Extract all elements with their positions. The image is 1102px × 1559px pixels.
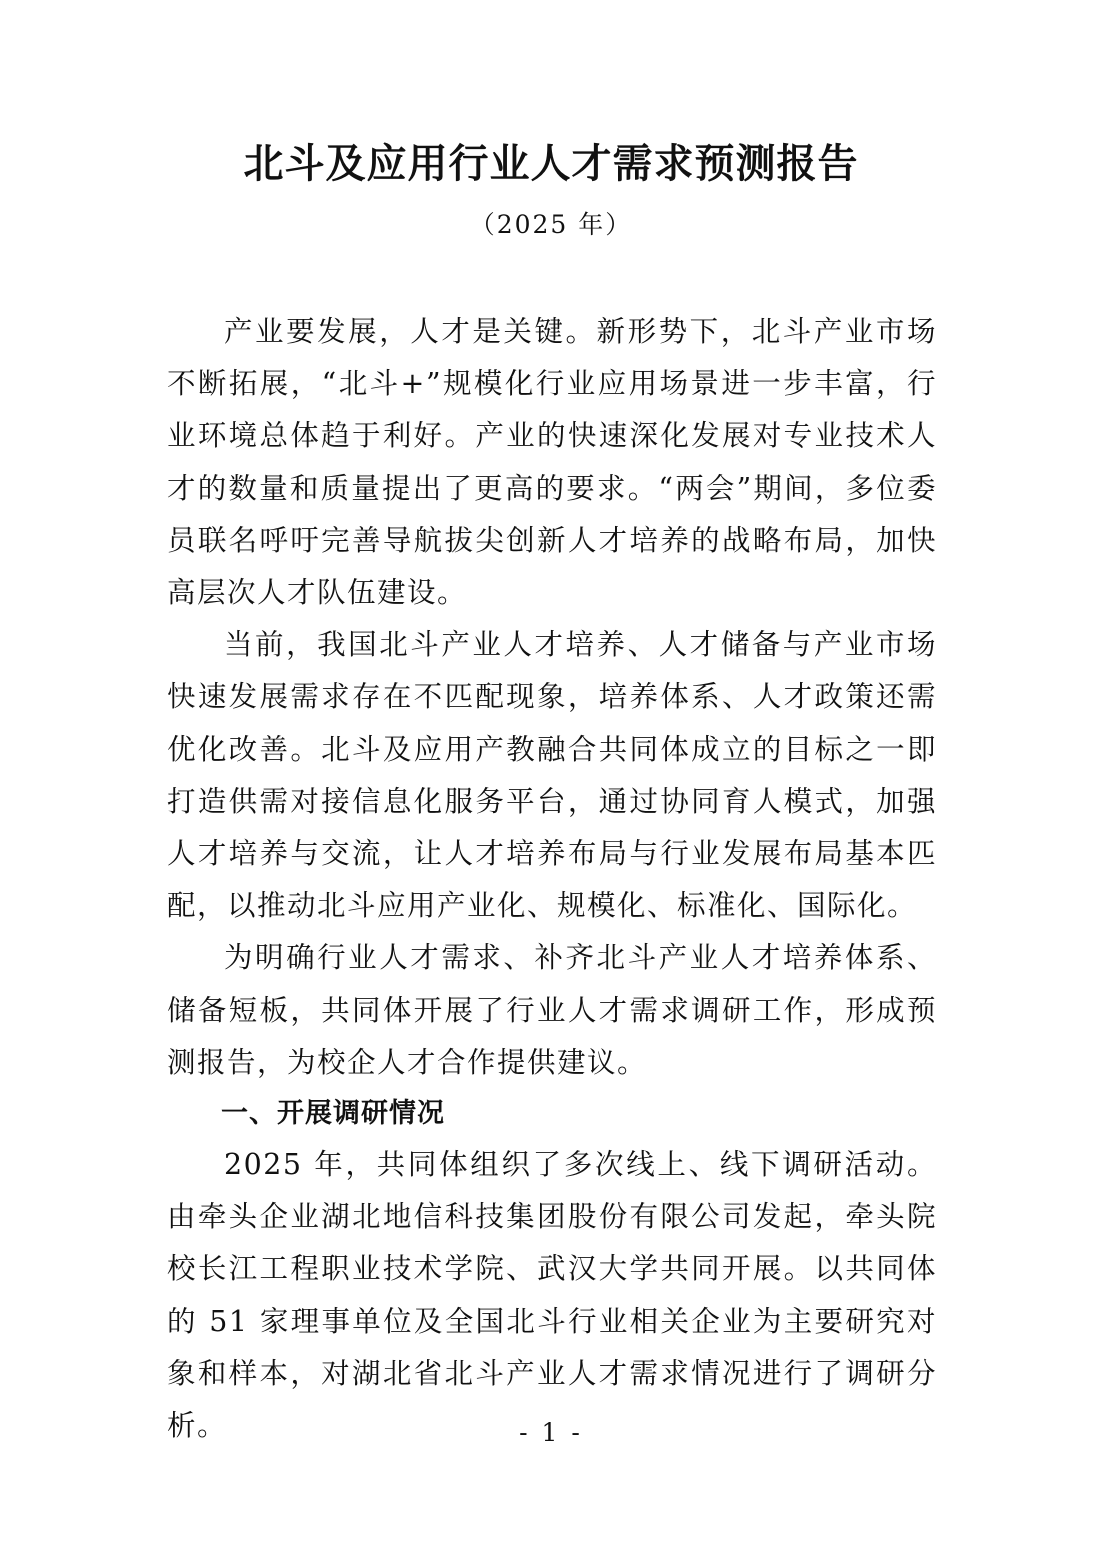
- document-body: [167, 306, 937, 1452]
- section-paragraph: 2025 年，共同体组织了多次线上、线下调研活动。由牵头企业湖北地信科技集团股份有限公司发起，牵头院校长江工程职业技术学院、武汉大学共同开展。以共同体的 51 家理事单位及全国北斗行业相关企业为主要研究对象和样本，对湖北省北斗产业人才需求情况进行了调研分析。: [167, 1148, 937, 1443]
- paragraph: 当前，我国北斗产业人才培养、人才储备与产业市场快速发展需求存在不匹配现象，培养体系、人才政策还需优化改善。北斗及应用产教融合共同体成立的目标之一即打造供需对接信息化服务平台，通过协同育人模式，加强人才培养与交流，让人才培养布局与行业发展布局基本匹配，以推动北斗应用产业化、规模化、标准化、国际化。: [167, 628, 937, 923]
- document-title: 北斗及应用行业人才需求预测报告: [243, 141, 859, 187]
- paragraph: 为明确行业人才需求、补齐北斗产业人才培养体系、储备短板，共同体开展了行业人才需求调研工作，形成预测报告，为校企人才合作提供建议。: [167, 941, 937, 1079]
- paragraph: 产业要发展，人才是关键。新形势下，北斗产业市场不断拓展，“北斗+”规模化行业应用场景进一步丰富，行业环境总体趋于利好。产业的快速深化发展对专业技术人才的数量和质量提出了更高的要求。“两会”期间，多位委员联名呼吁完善导航拔尖创新人才培养的战略布局，加快高层次人才队伍建设。: [167, 315, 937, 610]
- document-subtitle: （2025 年）: [469, 210, 633, 239]
- page-number: - 1 -: [519, 1418, 583, 1447]
- section-heading: 一、开展调研情况: [221, 1098, 445, 1130]
